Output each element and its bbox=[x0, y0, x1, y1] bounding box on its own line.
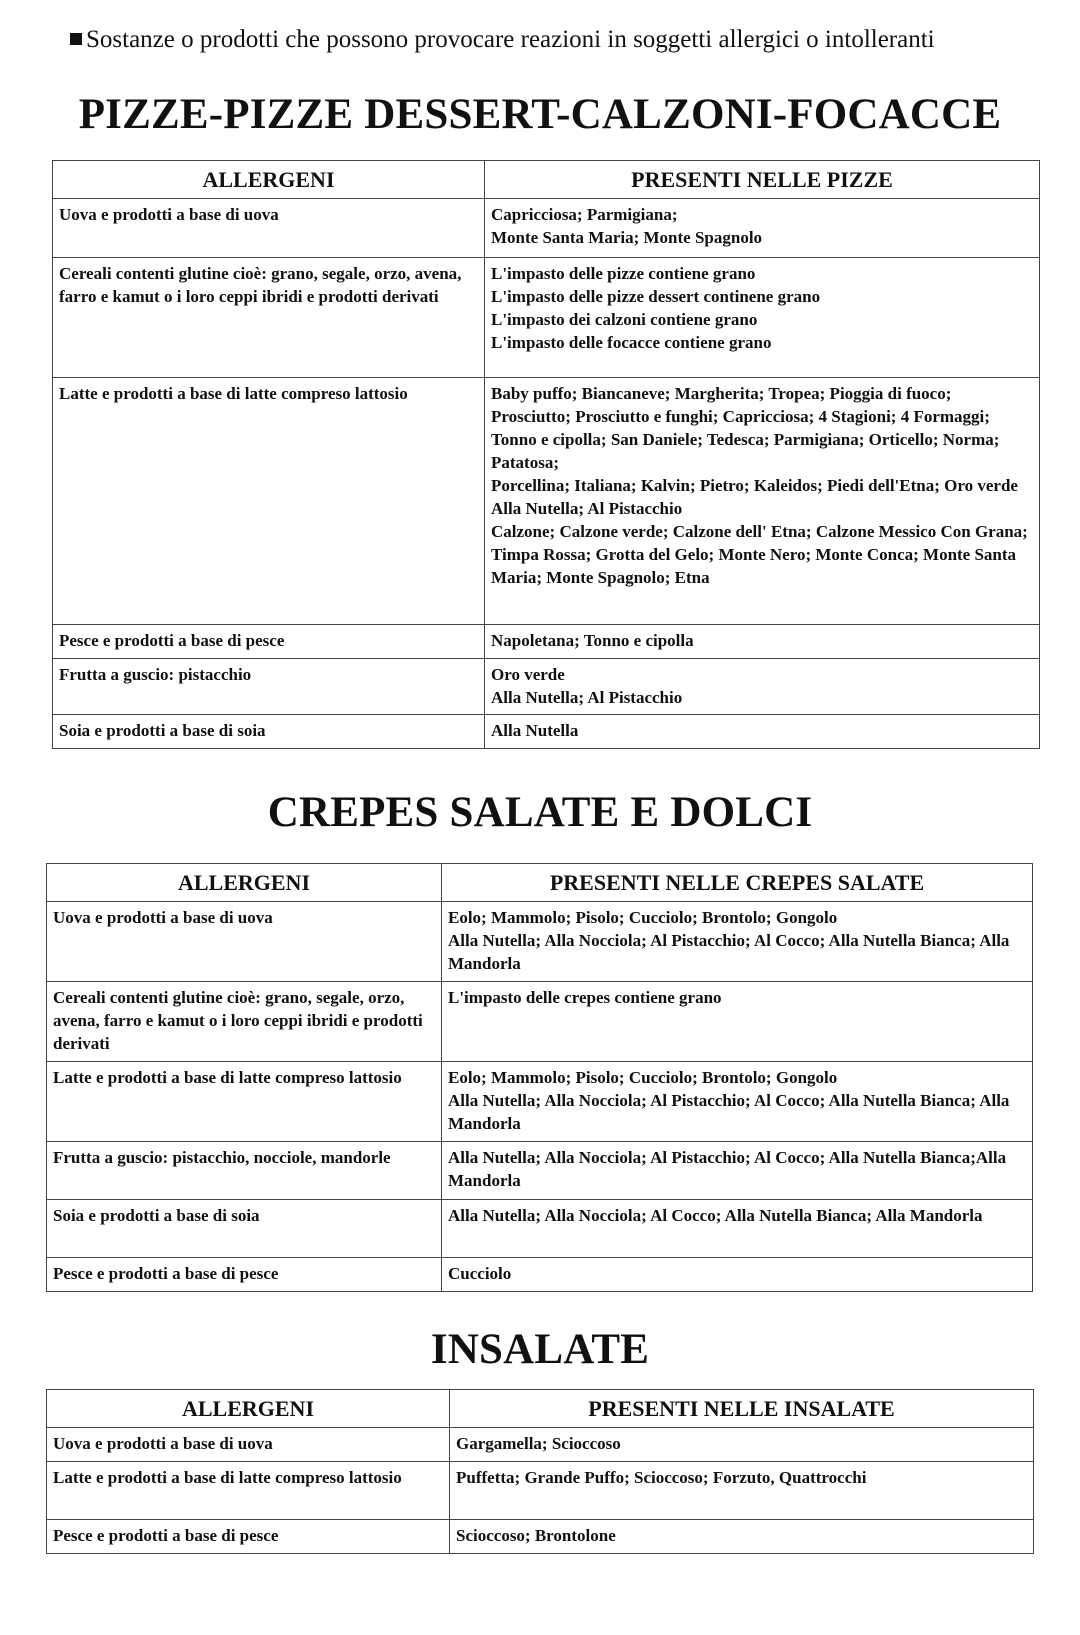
section-title-insalate: INSALATE bbox=[430, 1326, 650, 1373]
table-row bbox=[47, 1462, 1034, 1520]
presence-line: Baby puffo; Biancaneve; Margherita; Tropea; Pioggia di fuoco; Prosciutto; Prosciutto e funghi; Capricciosa; 4 Stagioni; 4 Formaggi; Tonno e cipolla; San Daniele; Tedesca; Parmigiana; Orticello; Norma; Patatosa; bbox=[491, 384, 1000, 472]
presence-cell bbox=[485, 715, 1040, 749]
table-row bbox=[47, 1142, 1033, 1200]
column-header-presenti: PRESENTI NELLE CREPES SALATE bbox=[442, 864, 1033, 902]
presence-cell bbox=[450, 1520, 1034, 1554]
allergen-cell: Latte e prodotti a base di latte compreso lattosio bbox=[47, 1062, 442, 1142]
column-header-allergeni: ALLERGENI bbox=[47, 1390, 450, 1428]
table-row bbox=[53, 378, 1040, 625]
presence-cell bbox=[450, 1428, 1034, 1462]
presence-line: Eolo; Mammolo; Pisolo; Cucciolo; Brontolo; Gongolo bbox=[448, 1068, 838, 1087]
table-row bbox=[47, 1520, 1034, 1554]
table-row bbox=[47, 1258, 1033, 1292]
presence-cell bbox=[442, 902, 1033, 982]
presence-line: L'impasto delle focacce contiene grano bbox=[491, 333, 772, 352]
presence-line: Scioccoso; Brontolone bbox=[456, 1526, 616, 1545]
presence-line: Alla Nutella; Alla Nocciola; Al Pistacchio; Al Cocco; Alla Nutella Bianca; Alla Mandorla bbox=[448, 931, 1010, 973]
presence-line: Puffetta; Grande Puffo; Scioccoso; Forzuto, Quattrocchi bbox=[456, 1468, 867, 1487]
table-row bbox=[47, 1062, 1033, 1142]
presence-cell bbox=[442, 1200, 1033, 1258]
table-row bbox=[47, 982, 1033, 1062]
allergen-table-crepes bbox=[46, 863, 1033, 1292]
presence-line: Calzone; Calzone verde; Calzone dell' Etna; Calzone Messico Con Grana; Timpa Rossa; Grotta del Gelo; Monte Nero; Monte Conca; Monte Santa Maria; Monte Spagnolo; Etna bbox=[491, 522, 1028, 587]
presence-line: L'impasto delle pizze contiene grano bbox=[491, 264, 756, 283]
presence-line: Cucciolo bbox=[448, 1264, 512, 1283]
presence-cell bbox=[442, 1062, 1033, 1142]
table-row bbox=[47, 902, 1033, 982]
column-header-allergeni: ALLERGENI bbox=[53, 161, 485, 199]
presence-cell bbox=[450, 1462, 1034, 1520]
allergen-cell: Cereali contenti glutine cioè: grano, segale, orzo, avena, farro e kamut o i loro ceppi ibridi e prodotti derivati bbox=[53, 258, 485, 378]
presence-line: L'impasto delle crepes contiene grano bbox=[448, 988, 722, 1007]
presence-line: Oro verde bbox=[491, 665, 565, 684]
presence-cell bbox=[485, 199, 1040, 258]
intro-note bbox=[70, 26, 935, 54]
table-row bbox=[53, 258, 1040, 378]
presence-line: Porcellina; Italiana; Kalvin; Pietro; Kaleidos; Piedi dell'Etna; Oro verde bbox=[491, 476, 1018, 495]
presence-cell bbox=[485, 258, 1040, 378]
allergen-cell: Uova e prodotti a base di uova bbox=[47, 1428, 450, 1462]
allergen-cell: Soia e prodotti a base di soia bbox=[53, 715, 485, 749]
allergen-cell: Uova e prodotti a base di uova bbox=[53, 199, 485, 258]
presence-line: Monte Santa Maria; Monte Spagnolo bbox=[491, 228, 763, 247]
allergen-table-pizze bbox=[52, 160, 1040, 749]
table-header-row bbox=[53, 161, 1040, 199]
allergen-cell: Pesce e prodotti a base di pesce bbox=[53, 625, 485, 659]
table-row bbox=[53, 199, 1040, 258]
presence-line: Napoletana; Tonno e cipolla bbox=[491, 631, 694, 650]
table-header-row bbox=[47, 1390, 1034, 1428]
presence-line: L'impasto dei calzoni contiene grano bbox=[491, 310, 758, 329]
presence-line: Alla Nutella; Al Pistacchio bbox=[491, 499, 683, 518]
allergen-cell: Frutta a guscio: pistacchio, nocciole, mandorle bbox=[47, 1142, 442, 1200]
presence-cell bbox=[485, 378, 1040, 625]
presence-line: Alla Nutella; Al Pistacchio bbox=[491, 688, 683, 707]
allergen-cell: Cereali contenti glutine cioè: grano, segale, orzo, avena, farro e kamut o i loro ceppi ibridi e prodotti derivati bbox=[47, 982, 442, 1062]
presence-cell bbox=[485, 659, 1040, 715]
presence-line: L'impasto delle pizze dessert continene grano bbox=[491, 287, 821, 306]
table-row bbox=[47, 1428, 1034, 1462]
presence-line: Capricciosa; Parmigiana; bbox=[491, 205, 678, 224]
table-header-row bbox=[47, 864, 1033, 902]
presence-cell bbox=[442, 1142, 1033, 1200]
section-title-pizze: PIZZE-PIZZE DESSERT-CALZONI-FOCACCE bbox=[78, 91, 1002, 138]
section-title-crepes: CREPES SALATE E DOLCI bbox=[267, 789, 813, 836]
column-header-presenti: PRESENTI NELLE PIZZE bbox=[485, 161, 1040, 199]
allergen-cell: Soia e prodotti a base di soia bbox=[47, 1200, 442, 1258]
allergen-table-insalate bbox=[46, 1389, 1034, 1554]
square-bullet-icon bbox=[70, 33, 82, 45]
presence-line: Alla Nutella; Alla Nocciola; Al Cocco; Alla Nutella Bianca; Alla Mandorla bbox=[448, 1206, 983, 1225]
presence-cell bbox=[442, 982, 1033, 1062]
table-row bbox=[53, 659, 1040, 715]
allergen-cell: Latte e prodotti a base di latte compreso lattosio bbox=[53, 378, 485, 625]
column-header-allergeni: ALLERGENI bbox=[47, 864, 442, 902]
allergen-cell: Uova e prodotti a base di uova bbox=[47, 902, 442, 982]
presence-line: Gargamella; Scioccoso bbox=[456, 1434, 621, 1453]
presence-line: Alla Nutella; Alla Nocciola; Al Pistacchio; Al Cocco; Alla Nutella Bianca; Alla Mandorla bbox=[448, 1091, 1010, 1133]
presence-cell bbox=[485, 625, 1040, 659]
table-row bbox=[53, 715, 1040, 749]
presence-line: Alla Nutella bbox=[491, 721, 579, 740]
allergen-cell: Pesce e prodotti a base di pesce bbox=[47, 1520, 450, 1554]
allergen-cell: Frutta a guscio: pistacchio bbox=[53, 659, 485, 715]
table-row bbox=[47, 1200, 1033, 1258]
presence-cell bbox=[442, 1258, 1033, 1292]
presence-line: Alla Nutella; Alla Nocciola; Al Pistacchio; Al Cocco; Alla Nutella Bianca;Alla Mandorla bbox=[448, 1148, 1007, 1190]
presence-line: Eolo; Mammolo; Pisolo; Cucciolo; Brontolo; Gongolo bbox=[448, 908, 838, 927]
allergen-cell: Latte e prodotti a base di latte compreso lattosio bbox=[47, 1462, 450, 1520]
allergen-cell: Pesce e prodotti a base di pesce bbox=[47, 1258, 442, 1292]
table-row bbox=[53, 625, 1040, 659]
intro-text: Sostanze o prodotti che possono provocare reazioni in soggetti allergici o intolleranti bbox=[86, 26, 935, 53]
column-header-presenti: PRESENTI NELLE INSALATE bbox=[450, 1390, 1034, 1428]
